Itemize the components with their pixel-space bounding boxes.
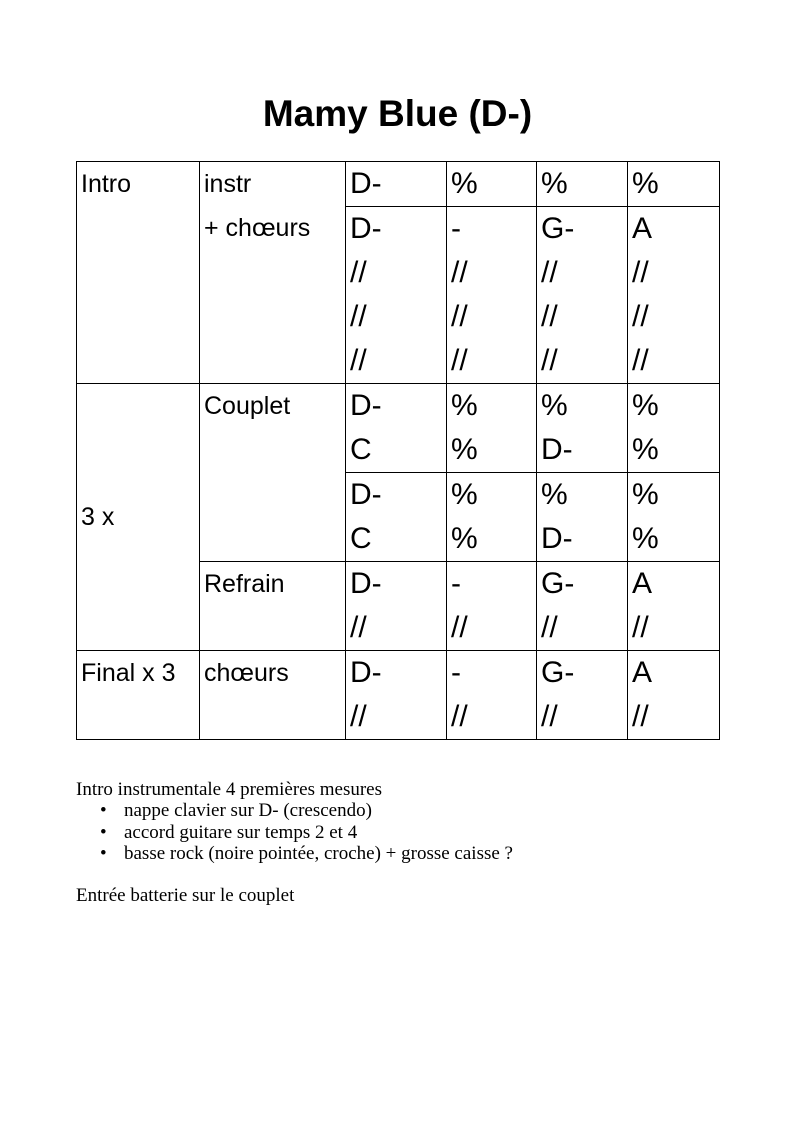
list-item: • basse rock (noire pointée, croche) + grosse caisse ? — [76, 843, 726, 864]
chord-cell: D- — [346, 162, 447, 207]
repeat-label: 3 x — [77, 384, 200, 651]
chord-cell: D- // // // — [346, 207, 447, 384]
chord-grid — [76, 161, 720, 740]
couplet-label: Couplet — [200, 384, 346, 562]
arrangement-notes — [76, 779, 726, 906]
chord-cell: - // // // — [447, 207, 537, 384]
chord-cell: - // — [447, 562, 537, 651]
intro-part-line: + chœurs — [204, 214, 311, 242]
chord-cell: D- C — [346, 384, 447, 473]
intro-note-heading: Intro instrumentale 4 premières mesures — [76, 779, 383, 800]
chord-cell: % D- — [537, 473, 628, 562]
chord-cell: % — [537, 162, 628, 207]
list-item: • accord guitare sur temps 2 et 4 — [76, 822, 726, 843]
drums-note: Entrée batterie sur le couplet — [76, 885, 295, 907]
chord-cell: A // — [628, 651, 720, 740]
final-part-label: chœurs — [200, 651, 346, 740]
chord-cell: % D- — [537, 384, 628, 473]
chord-cell: G- // — [537, 562, 628, 651]
intro-section-label: Intro — [77, 162, 200, 384]
chord-cell: % % — [447, 473, 537, 562]
chord-cell: A // // // — [628, 207, 720, 384]
chord-cell: % — [447, 162, 537, 207]
intro-part-line: instr — [204, 170, 252, 198]
final-section-label: Final x 3 — [77, 651, 200, 740]
chord-cell: D- // — [346, 562, 447, 651]
final-row — [77, 651, 720, 740]
chord-cell: % % — [447, 384, 537, 473]
chord-cell: D- C — [346, 473, 447, 562]
list-item: • nappe clavier sur D- (crescendo) — [76, 800, 726, 821]
chord-cell: G- // // // — [537, 207, 628, 384]
chord-cell: % % — [628, 384, 720, 473]
song-title: Mamy Blue (D-) — [262, 93, 533, 134]
intro-note-list — [76, 800, 726, 864]
couplet-row-1 — [77, 384, 720, 473]
chord-cell: % — [628, 162, 720, 207]
chord-cell: A // — [628, 562, 720, 651]
intro-part-label — [200, 162, 346, 384]
chord-cell: G- // — [537, 651, 628, 740]
refrain-label: Refrain — [200, 562, 346, 651]
chord-cell: - // — [447, 651, 537, 740]
chord-cell: D- // — [346, 651, 447, 740]
intro-row-1 — [77, 162, 720, 207]
chord-cell: % % — [628, 473, 720, 562]
